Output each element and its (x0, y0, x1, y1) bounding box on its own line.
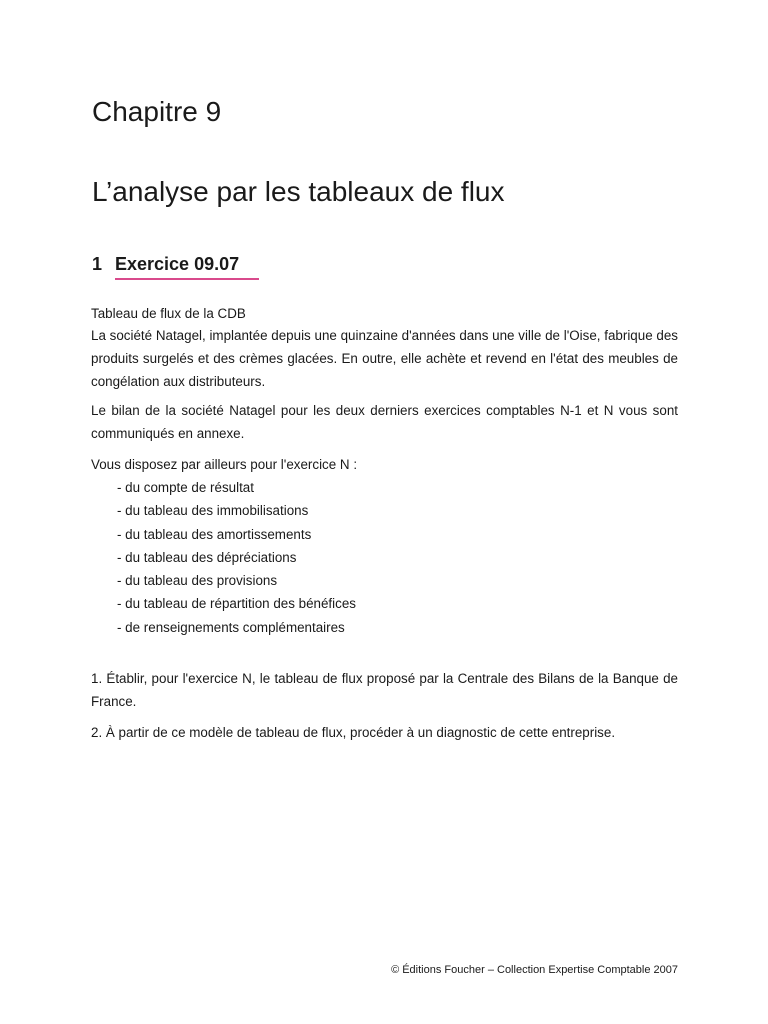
list-item: - du tableau des provisions (117, 573, 278, 589)
balance-paragraph: Le bilan de la société Natagel pour les deux derniers exercices comptables N-1 et N vous sont communiqués en annexe. (91, 403, 678, 441)
list-intro: Vous disposez par ailleurs pour l'exercice N : (91, 457, 358, 472)
chapter-subtitle: L’analyse par les tableaux de flux (92, 176, 505, 207)
list-item: - du tableau des amortissements (117, 526, 312, 542)
question-1: 1. Établir, pour l'exercice N, le tableau de flux proposé par la Centrale des Bilans de la Banque de France. (91, 671, 678, 710)
footer-copyright: © Éditions Foucher – Collection Expertise Comptable 2007 (391, 964, 678, 976)
list-item: - du tableau des dépréciations (117, 549, 297, 565)
section-number: 1 (92, 254, 103, 274)
list-item: - du compte de résultat (117, 480, 254, 495)
list-item: - de renseignements complémentaires (117, 619, 345, 635)
section-title: Exercice 09.07 (115, 253, 259, 280)
exercise-subheading: Tableau de flux de la CDB (91, 306, 246, 321)
section-heading (92, 253, 259, 280)
question-2: 2. À partir de ce modèle de tableau de flux, procéder à un diagnostic de cette entreprise. (91, 725, 616, 741)
intro-paragraph: La société Natagel, implantée depuis une quinzaine d'années dans une ville de l'Oise, fabrique des produits surgelés et des crèmes glacées. En outre, elle achète et revend en l'état des meubles de congélation aux distributeurs. (91, 328, 678, 389)
chapter-title: Chapitre 9 (92, 96, 222, 127)
list-item: - du tableau des immobilisations (117, 503, 309, 519)
exercise-body (91, 304, 678, 744)
documents-list (91, 476, 678, 639)
document-page (91, 0, 678, 1024)
list-item: - du tableau de répartition des bénéfices (117, 596, 356, 612)
